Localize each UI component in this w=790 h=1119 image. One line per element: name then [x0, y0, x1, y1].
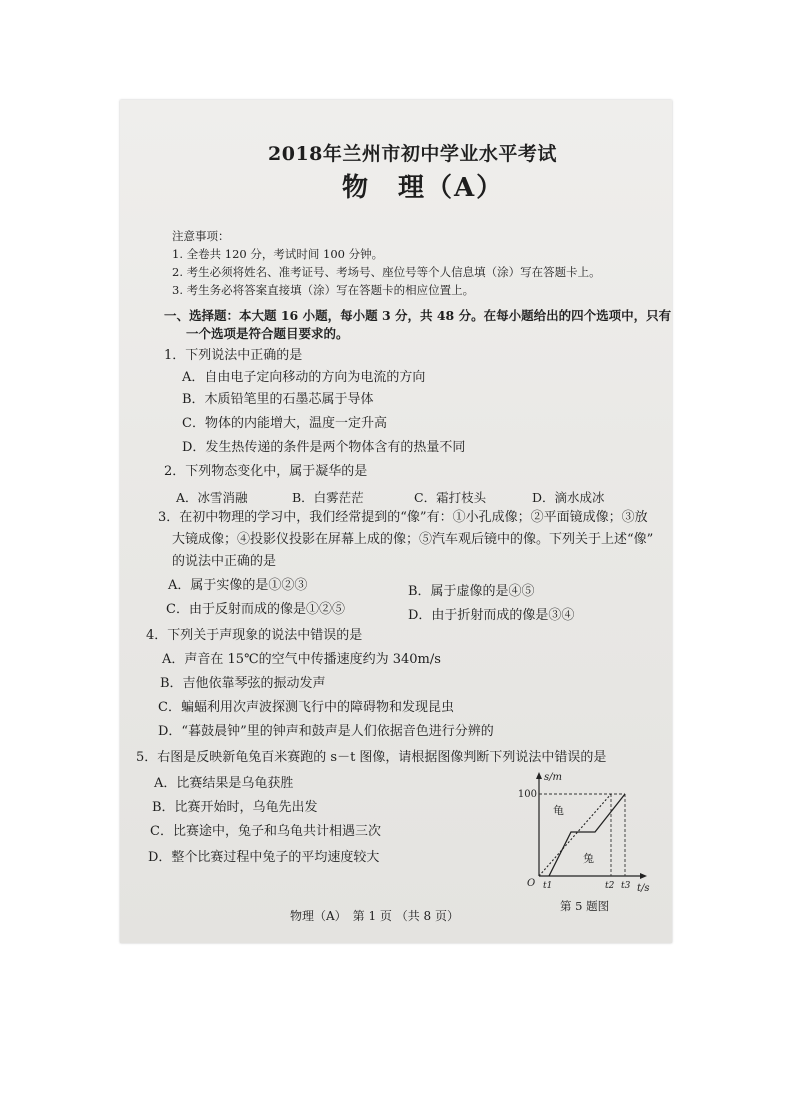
x-tick-t2: t2 [605, 881, 615, 891]
question-1-option-a: A．自由电子定向移动的方向为电流的方向 [182, 370, 426, 385]
question-3-option-d: D．由于折射而成的像是③④ [408, 608, 575, 623]
section-heading: 一、选择题：本大题 16 小题，每小题 3 分，共 48 分。在每小题给出的四个选项中，只有 [164, 308, 672, 323]
notes-heading: 注意事项： [172, 229, 230, 243]
question-2-option-b: B．白雾茫茫 [292, 490, 364, 505]
y-tick-100: 100 [517, 789, 537, 800]
question-4-option-c: C．蝙蝠利用次声波探测飞行中的障碍物和发现昆虫 [158, 700, 454, 715]
question-5-option-b: B．比赛开始时，乌龟先出发 [152, 800, 318, 815]
question-1-option-d: D．发生热传递的条件是两个物体含有的热量不同 [182, 440, 466, 455]
subject-title: 物 理（A） [342, 173, 505, 203]
section-heading-cont: 一个选项是符合题目要求的。 [186, 326, 349, 341]
x-axis-arrow [640, 873, 647, 879]
note-item: 1. 全卷共 120 分，考试时间 100 分钟。 [172, 247, 384, 261]
question-3-option-c: C．由于反射而成的像是①②⑤ [166, 602, 345, 617]
figure-5-st-graph [517, 770, 655, 895]
question-5-option-c: C．比赛途中，兔子和乌龟共计相遇三次 [150, 824, 381, 839]
question-2-stem: 2．下列物态变化中，属于凝华的是 [164, 464, 368, 479]
figure-5-caption: 第 5 题图 [560, 899, 610, 913]
note-item: 2. 考生必须将姓名、准考证号、考场号、座位号等个人信息填（涂）写在答题卡上。 [172, 265, 601, 279]
question-1-option-c: C．物体的内能增大，温度一定升高 [182, 416, 387, 431]
question-3-stem-line3: 的说法中正确的是 [172, 554, 277, 569]
x-tick-t3: t3 [621, 881, 631, 891]
question-5-option-a: A．比赛结果是乌龟获胜 [154, 776, 294, 791]
y-axis-arrow [536, 772, 542, 779]
question-3-stem-line2: 大镜成像；④投影仪投影在屏幕上成的像；⑤汽车观后镜中的像。下列关于上述“像” [172, 532, 654, 547]
turtle-line [539, 794, 611, 876]
question-4-option-d: D．“暮鼓晨钟”里的钟声和鼓声是人们依据音色进行分辨的 [158, 724, 494, 739]
exam-title: 2018年兰州市初中学业水平考试 [268, 143, 557, 165]
question-3-option-a: A．属于实像的是①②③ [168, 578, 308, 593]
question-4-option-a: A．声音在 15℃的空气中传播速度约为 340m/s [162, 652, 441, 667]
question-5-stem: 5．右图是反映新龟兔百米赛跑的 s－t 图像，请根据图像判断下列说法中错误的是 [136, 750, 607, 765]
exam-paper [120, 100, 672, 943]
y-axis-label: s/m [544, 772, 562, 783]
x-axis-label: t/s [637, 883, 650, 894]
question-3-stem-line1: 3．在初中物理的学习中，我们经常提到的“像”有：①小孔成像；②平面镜成像；③放 [158, 510, 648, 525]
question-4-stem: 4．下列关于声现象的说法中错误的是 [146, 628, 363, 643]
question-2-option-c: C．霜打枝头 [414, 490, 487, 505]
question-2-options [176, 488, 605, 506]
page-footer: 物理（A） 第 1 页 （共 8 页） [290, 909, 460, 923]
note-item: 3. 考生务必将答案直接填（涂）写在答题卡的相应位置上。 [172, 283, 475, 297]
question-2-option-d: D．滴水成冰 [532, 490, 605, 505]
turtle-label: 龟 [553, 804, 564, 817]
question-1-option-b: B．木质铅笔里的石墨芯属于导体 [182, 392, 374, 407]
question-1-stem: 1．下列说法中正确的是 [164, 348, 303, 363]
question-3-option-b: B．属于虚像的是④⑤ [408, 584, 535, 599]
question-4-option-b: B．吉他依靠琴弦的振动发声 [160, 676, 326, 691]
x-tick-t1: t1 [543, 881, 553, 891]
question-2-option-a: A．冰雪消融 [176, 490, 248, 505]
origin-label: O [527, 878, 536, 889]
question-5-option-d: D．整个比赛过程中兔子的平均速度较大 [148, 850, 380, 865]
rabbit-label: 兔 [583, 852, 594, 865]
